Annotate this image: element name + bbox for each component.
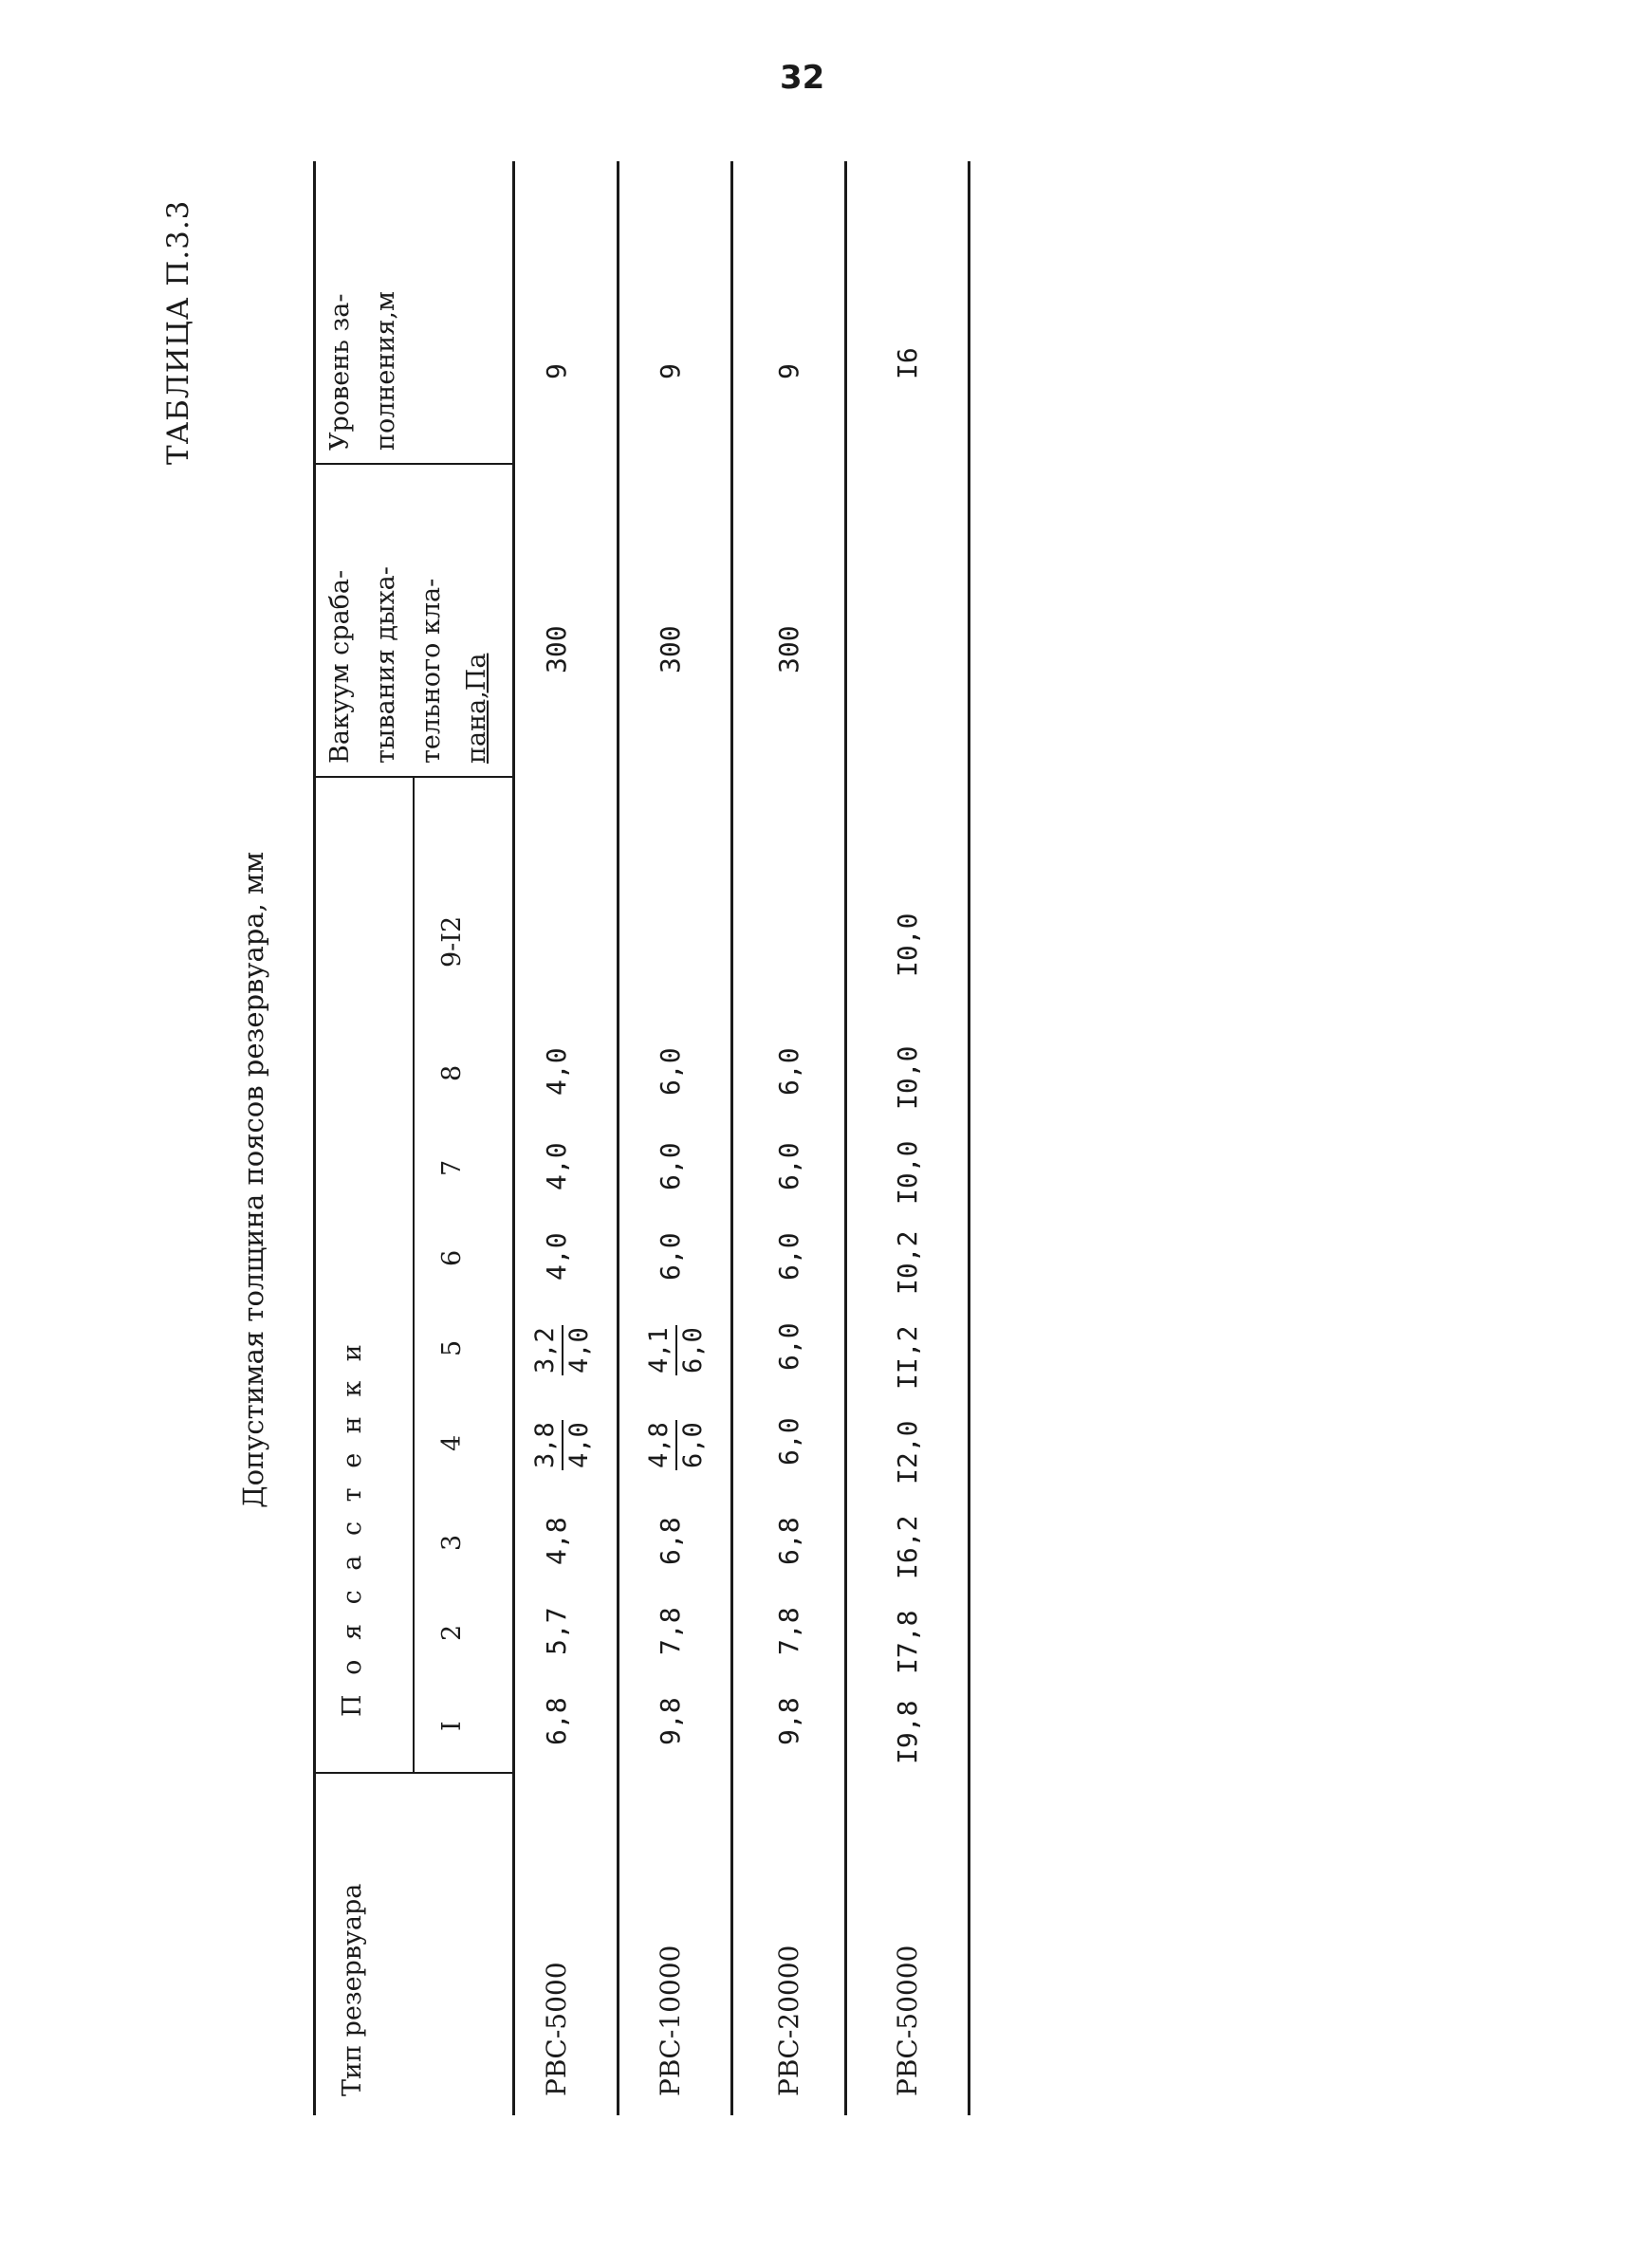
header-belt-1: I: [437, 1721, 467, 1731]
header-belt-4: 4: [437, 1434, 467, 1451]
header-belt-3: 3: [437, 1534, 467, 1551]
row-separator-1: [617, 161, 619, 2115]
row-1-level: 9: [541, 363, 572, 379]
header-belt-6: 6: [437, 1249, 467, 1266]
header-bottom-rule: [512, 161, 515, 2115]
row-1-belt-4-bottom: 4,0: [564, 1422, 594, 1468]
table-bottom-rule: [968, 161, 970, 2115]
row-2-belt-3: 6,8: [655, 1517, 686, 1565]
row-separator-3: [844, 161, 847, 2115]
row-4-belt-1: I9,8: [892, 1700, 923, 1764]
row-1-belt-2: 5,7: [541, 1607, 572, 1655]
row-1-belt-1: 6,8: [541, 1697, 572, 1745]
header-level-line-2: полнения,м: [371, 291, 400, 451]
row-1-belt-5: [529, 1325, 596, 1375]
rotated-table-container: [161, 142, 1110, 2115]
row-4-belt-9-12: I0,0: [892, 913, 923, 977]
row-4-belt-2: I7,8: [892, 1610, 923, 1674]
row-1-belt-5-bottom: 4,0: [564, 1327, 594, 1374]
row-3-belt-2: 7,8: [773, 1607, 804, 1655]
row-2-belt-8: 6,0: [655, 1047, 686, 1096]
row-2-vacuum: 300: [655, 625, 686, 673]
row-1-type: РВС-5000: [541, 1962, 572, 2096]
row-1-belt-5-top: 3,2: [529, 1325, 563, 1375]
belts-subheader-rule: [413, 778, 415, 1774]
header-belt-8: 8: [437, 1064, 467, 1081]
row-2-belt-1: 9,8: [655, 1697, 686, 1745]
header-divider-vacuum: [313, 776, 512, 778]
row-4-belt-3: I6,2: [892, 1515, 923, 1579]
row-4-belt-8: I0,0: [892, 1045, 923, 1110]
row-2-belt-4-top: 4,8: [643, 1420, 677, 1470]
row-3-belt-6: 6,0: [773, 1232, 804, 1281]
row-2-type: РВС-10000: [655, 1945, 686, 2096]
row-2-level: 9: [655, 363, 686, 379]
row-4-belt-5: II,2: [892, 1325, 923, 1390]
row-1-belt-4-top: 3,8: [529, 1420, 563, 1470]
header-belt-2: 2: [437, 1624, 467, 1641]
row-3-belt-4: 6,0: [773, 1417, 804, 1466]
header-vacuum-line-4: пана,Па: [462, 653, 491, 764]
row-3-type: РВС-20000: [773, 1945, 804, 2096]
table-title: Допустимая толщина поясов резервуара, мм: [237, 851, 269, 1508]
page-number: 32: [780, 59, 825, 97]
header-vacuum-line-3: тельного кла-: [416, 578, 446, 764]
row-4-belt-4: I2,0: [892, 1420, 923, 1484]
row-3-belt-5: 6,0: [773, 1322, 804, 1371]
table-top-rule: [313, 161, 316, 2115]
row-2-belt-5-top: 4,1: [643, 1325, 677, 1375]
header-divider-level: [313, 463, 512, 465]
header-belt-5: 5: [437, 1339, 467, 1356]
row-2-belt-7: 6,0: [655, 1142, 686, 1190]
header-belts-group: П о я с а с т е н к и: [338, 1338, 367, 1717]
header-type: Тип резервуара: [338, 1883, 367, 2096]
row-1-belt-4: [529, 1420, 596, 1470]
header-level-line-1: Уровень за-: [325, 293, 355, 451]
row-3-vacuum: 300: [773, 625, 804, 673]
table-label: ТАБЛИЦА П.3.3: [161, 199, 195, 465]
row-4-belt-6: I0,2: [892, 1230, 923, 1295]
row-1-belt-8: 4,0: [541, 1047, 572, 1096]
row-3-level: 9: [773, 363, 804, 379]
row-3-belt-3: 6,8: [773, 1517, 804, 1565]
row-2-belt-4-bottom: 6,0: [678, 1422, 708, 1468]
header-belt-9-12: 9-I2: [437, 915, 467, 968]
row-2-belt-4: [643, 1420, 710, 1470]
row-1-belt-3: 4,8: [541, 1517, 572, 1565]
row-1-vacuum: 300: [541, 625, 572, 673]
row-2-belt-6: 6,0: [655, 1232, 686, 1281]
row-1-belt-7: 4,0: [541, 1142, 572, 1190]
header-belt-7: 7: [437, 1159, 467, 1176]
row-3-belt-7: 6,0: [773, 1142, 804, 1190]
row-3-belt-1: 9,8: [773, 1697, 804, 1745]
header-vacuum-line-2: тывания дыха-: [371, 566, 400, 764]
row-4-belt-7: I0,0: [892, 1140, 923, 1205]
row-2-belt-5-bottom: 6,0: [678, 1327, 708, 1374]
row-2-belt-5: [643, 1325, 710, 1375]
row-separator-2: [730, 161, 733, 2115]
header-vacuum-line-1: Вакуум сраба-: [325, 569, 355, 764]
row-2-belt-2: 7,8: [655, 1607, 686, 1655]
row-3-belt-8: 6,0: [773, 1047, 804, 1096]
row-4-type: РВС-50000: [892, 1945, 923, 2096]
row-4-level: I6: [892, 347, 923, 379]
row-1-belt-6: 4,0: [541, 1232, 572, 1281]
